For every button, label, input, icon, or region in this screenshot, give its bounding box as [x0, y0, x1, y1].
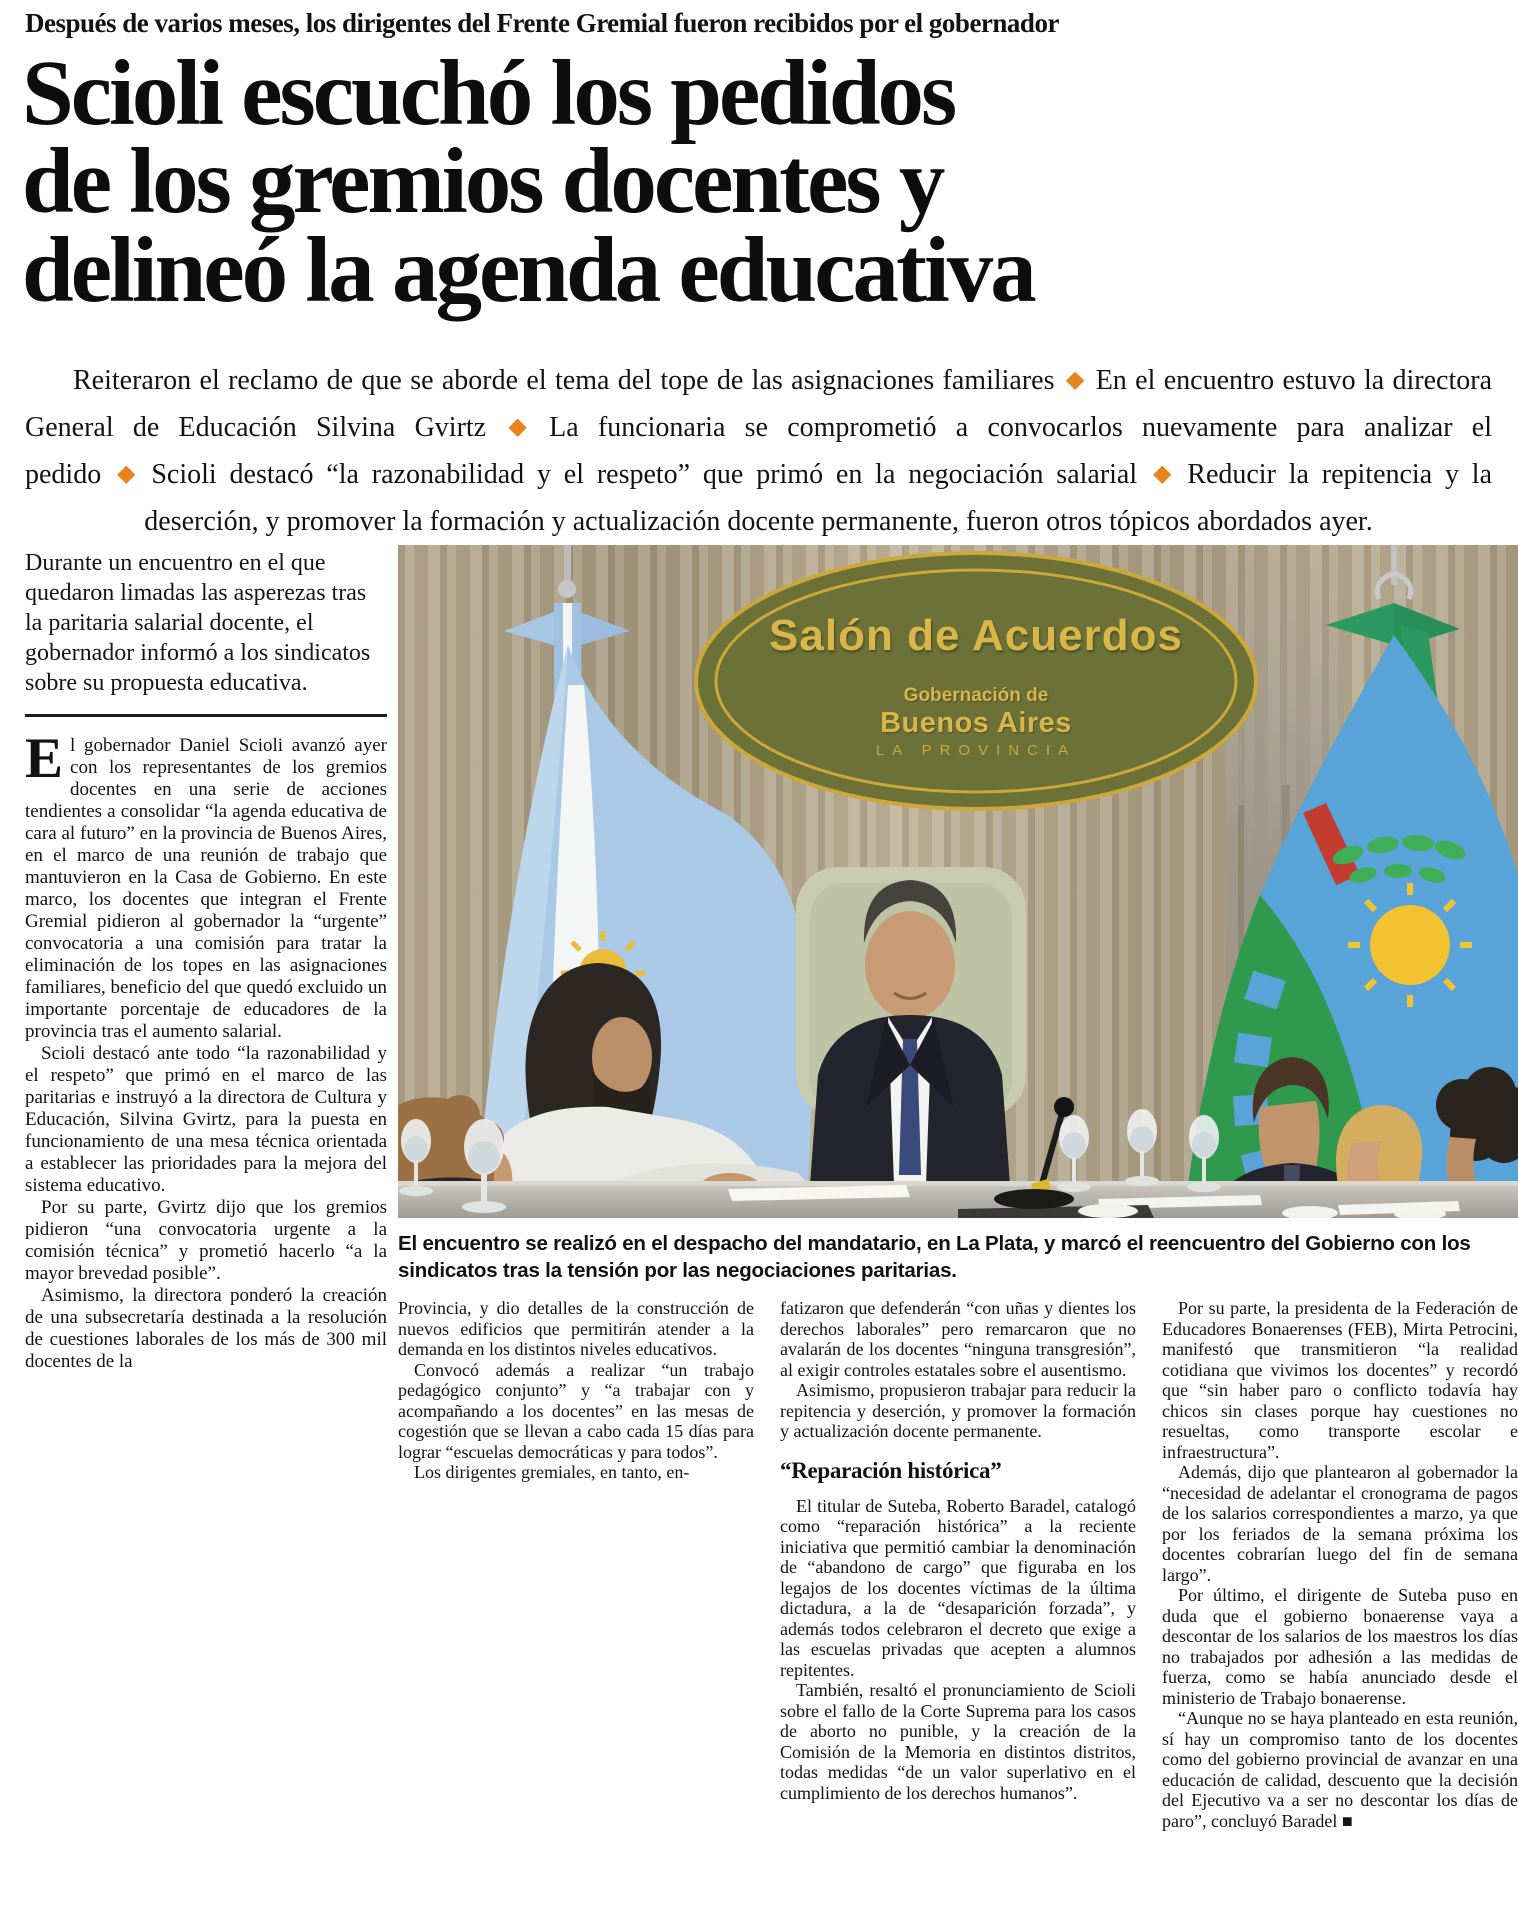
diamond-bullet-icon: ◆	[1064, 367, 1086, 393]
body-paragraph: Scioli destacó ante todo “la razonabilidad y el respeto” que primó en el marco de las paritarias e instruyó a la directora de Cultura y Educación, Silvina Gvirtz, para la puesta en funcionamiento de una mesa técnica orientada a establecer las prioridades para la mejora del sistema educativo.	[25, 1043, 387, 1196]
drop-cap: E	[25, 727, 64, 790]
left-column-body	[25, 727, 387, 1373]
lead-segment: La funcionaria se comprometió a convocarlos nuevamente para analizar el pedido	[25, 412, 1493, 490]
subhead-reparacion-historica: “Reparación histórica”	[780, 1457, 1002, 1483]
body-paragraph: Por su parte, la presidenta de la Federación de Educadores Bonaerenses (FEB), Mirta Petrocini, manifestó que transmitieron “la realidad cotidiana que vivimos los docentes” y recordó que “sin haber paro o conflicto todavía hay chicos sin clases porque hay cuestiones no resueltas, como transporte escolar e infraestructura”.	[1162, 1298, 1518, 1462]
sign-line-2: Buenos Aires	[880, 707, 1072, 739]
diamond-bullet-icon: ◆	[1147, 461, 1178, 487]
photo-meeting-room	[398, 545, 1518, 1218]
headline-line-2: de los gremios docentes y	[22, 130, 943, 234]
body-paragraph: Los dirigentes gremiales, en tanto, en-	[414, 1462, 690, 1482]
photo-caption: El encuentro se realizó en el despacho del mandatario, en La Plata, y marcó el reencuentro del Gobierno con los sindicatos tras la tensión por las negociaciones paritarias.	[398, 1232, 1471, 1282]
body-paragraph: Además, dijo que plantearon al gobernador la “necesidad de adelantar el cronograma de pagos de los salarios correspondientes a marzo, ya que por los feriados de la semana próxima los docentes cobrarían luego del fin de semana largo”.	[1162, 1462, 1518, 1585]
body-paragraph: Asimismo, propusieron trabajar para reducir la repitencia y deserción, y promover la formación y actualización docente permanente.	[780, 1380, 1136, 1441]
saucer	[1078, 1204, 1138, 1218]
lead-segment: En el encuentro estuvo la directora General de Educación Silvina Gvirtz	[25, 365, 1492, 443]
diamond-bullet-icon: ◆	[496, 414, 540, 440]
body-paragraph	[25, 727, 387, 1043]
sign-line-3: LA PROVINCIA	[875, 742, 1077, 759]
body-paragraph: También, resaltó el pronunciamiento de Scioli sobre el fallo de la Corte Suprema para los casos de aborto no punible, y la creación de la Comisión de la Memoria en distintos distritos, todas medidas “de un valor superlativo en el cumplimiento de los derechos humanos”.	[780, 1680, 1136, 1803]
lead-paragraph	[25, 358, 1492, 545]
column-2	[780, 1298, 1136, 1831]
headline	[22, 42, 1492, 322]
sign-line-1: Gobernación de	[903, 685, 1049, 706]
lead-segment: Scioli destacó “la razonabilidad y el respeto” que primó en la negociación salarial	[151, 459, 1138, 490]
left-column	[25, 548, 387, 1373]
paragraph-text: l gobernador Daniel Scioli avanzó ayer con los representantes de los gremios docentes en una serie de acciones tendientes a consolidar “la agenda educativa de cara al futuro” en la provincia de Buenos Aires, en el marco de una reunión de trabajo que mantuvieron en la Casa de Gobierno. En este marco, los docentes que integran el Frente Gremial pidieron al gobernador la “urgente” convocatoria a una comisión para tratar la eliminación de los topes en las asignaciones familiares, beneficio del que quedó excluido un importante porcentaje de educadores de la provincia tras el aumento salarial.	[25, 735, 387, 1042]
body-paragraph: “Aunque no se haya planteado en esta reunión, sí hay un compromiso tanto de los docentes como del gobierno provincial de avanzar en una educación de calidad, descuento que la decisión del Ejecutivo va a ser no descontar los días de paro”, concluyó Baradel ■	[1162, 1708, 1518, 1831]
lead-segment: Reducir la repitencia y la deserción, y promover la formación y actualización docente permanente, fueron otros tópicos abordados ayer.	[144, 459, 1492, 537]
lead-segment: Reiteraron el reclamo de que se aborde el tema del tope de las asignaciones familiares	[73, 365, 1055, 396]
body-paragraph: Provincia, y dio detalles de la construcción de nuevos edificios que permitirán atender a la demanda en los distintos niveles educativos.	[398, 1298, 754, 1359]
body-paragraph: Convocó además a realizar “un trabajo pedagógico conjunto” y “a trabajar con y acompañando a los docentes” en las mesas de cogestión que se llevan a cabo cada 15 días para lograr “escuelas democráticas y para todos”.	[398, 1359, 754, 1462]
column-1	[398, 1298, 754, 1831]
salon-sign-text	[716, 611, 1236, 759]
body-paragraph: Por su parte, Gvirtz dijo que los gremios pidieron “una convocatoria urgente a la comisión técnica” y prometió hacerlo “a la mayor brevedad posible”.	[25, 1197, 387, 1284]
sign-title: Salón de Acuerdos	[769, 611, 1183, 660]
body-paragraph: fatizaron que defenderán “con uñas y dientes los derechos laborales” pero remarcaron que no avalarán de los docentes “ninguna transgresión”, al exigir controles estatales sobre el ausentismo.	[780, 1298, 1136, 1380]
kicker: Después de varios meses, los dirigentes del Frente Gremial fueron recibidos por el gobernador	[25, 8, 1059, 38]
body-paragraph: El titular de Suteba, Roberto Baradel, catalogó como “reparación histórica” a la reciente iniciativa que permitió cambiar la denominación de “abandono de cargo” que figuraba en los legajos de los docentes víctimas de la última dictadura, a la de “desaparición forzada”, y además todos celebraron el decreto que exige a las escuelas privadas que acepten a alumnos repitentes.	[780, 1495, 1136, 1680]
headline-line-3: delineó la agenda educativa	[22, 218, 1034, 322]
column-3	[1162, 1298, 1518, 1831]
diamond-bullet-icon: ◆	[111, 461, 142, 487]
headline-line-1: Scioli escuchó los pedidos	[22, 42, 955, 145]
divider-rule	[25, 714, 387, 717]
body-paragraph: Por último, el dirigente de Suteba puso en duda que el gobierno bonaerense vaya a descontar de los salarios de los maestros los días no trabajados por adhesión a las medidas de fuerza, como se había anunciado desde el ministerio de Trabajo bonaerense.	[1162, 1585, 1518, 1708]
article-columns	[398, 1298, 1518, 1831]
body-paragraph: Asimismo, la directora ponderó la creación de una subsecretaría destinada a la resolución de cuestiones laborales de los más de 300 mil docentes de la	[25, 1285, 387, 1372]
standfirst: Durante un encuentro en el que quedaron limadas las asperezas tras la paritaria salarial docente, el gobernador informó a los sindicatos sobre su propuesta educativa.	[25, 550, 371, 696]
